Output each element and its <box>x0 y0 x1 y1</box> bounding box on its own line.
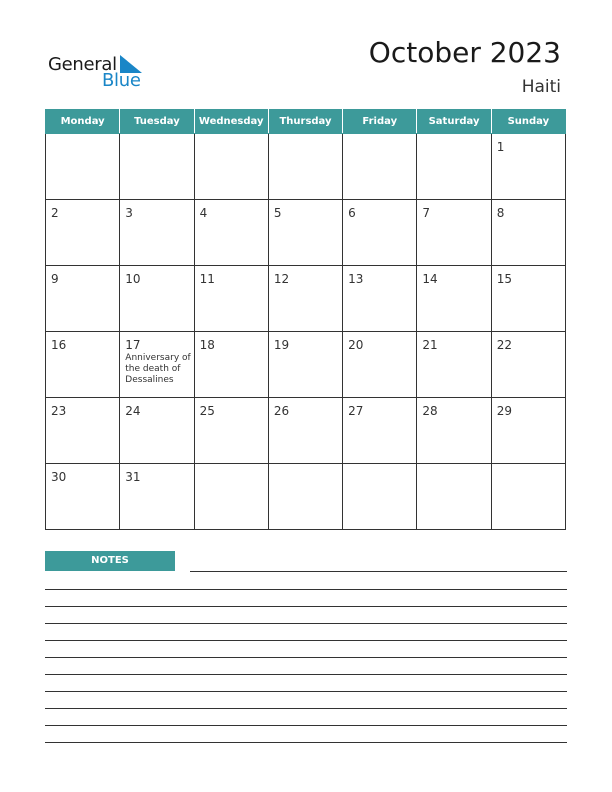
day-cell <box>268 200 342 266</box>
day-number: 10 <box>125 272 141 286</box>
day-number: 11 <box>199 272 215 286</box>
day-number: 25 <box>199 404 215 418</box>
day-number: 29 <box>496 404 512 418</box>
day-cell <box>268 134 342 200</box>
day-cell <box>343 200 417 266</box>
week-row <box>46 200 566 266</box>
note-line <box>45 640 567 641</box>
note-line <box>45 742 567 743</box>
day-number: 20 <box>348 338 364 352</box>
day-number: 2 <box>51 206 59 220</box>
note-line <box>190 571 567 572</box>
day-cell <box>46 134 120 200</box>
day-cell <box>46 398 120 464</box>
weekday-header: Tuesday <box>120 110 194 134</box>
day-cell <box>491 398 565 464</box>
day-cell <box>491 200 565 266</box>
day-number: 28 <box>422 404 438 418</box>
day-cell <box>491 332 565 398</box>
country-label: Haiti <box>521 77 561 97</box>
note-line <box>45 674 567 675</box>
day-cell <box>194 266 268 332</box>
note-line <box>45 657 567 658</box>
day-number: 13 <box>348 272 364 286</box>
day-number: 23 <box>51 404 67 418</box>
day-number: 6 <box>348 206 356 220</box>
day-cell <box>120 332 194 398</box>
day-cell <box>268 464 342 530</box>
day-number: 14 <box>422 272 438 286</box>
day-number: 9 <box>51 272 59 286</box>
note-line <box>45 691 567 692</box>
day-number: 21 <box>422 338 438 352</box>
day-cell <box>417 134 491 200</box>
week-row <box>46 266 566 332</box>
day-number: 3 <box>125 206 133 220</box>
day-cell <box>268 332 342 398</box>
day-cell <box>491 464 565 530</box>
day-number: 26 <box>273 404 290 418</box>
day-cell <box>46 332 120 398</box>
weekday-header: Sunday <box>491 110 565 134</box>
day-number: 18 <box>199 338 215 352</box>
day-cell <box>194 464 268 530</box>
day-number: 5 <box>273 206 282 220</box>
day-cell <box>194 398 268 464</box>
week-row <box>46 464 566 530</box>
weekday-header: Friday <box>343 110 417 134</box>
day-cell <box>194 134 268 200</box>
day-number: 19 <box>273 338 290 352</box>
week-row <box>46 398 566 464</box>
note-line <box>45 708 567 709</box>
note-line <box>45 623 567 624</box>
day-cell <box>120 398 194 464</box>
week-row <box>46 332 566 398</box>
notes-header: NOTES <box>45 551 175 571</box>
day-number: 16 <box>51 338 67 352</box>
day-number: 12 <box>273 272 290 286</box>
day-number: 1 <box>496 140 505 154</box>
day-cell <box>343 134 417 200</box>
weekday-header: Monday <box>46 110 120 134</box>
day-cell <box>268 266 342 332</box>
day-cell <box>417 200 491 266</box>
day-cell <box>268 398 342 464</box>
day-number: 15 <box>496 272 512 286</box>
day-cell <box>417 266 491 332</box>
day-number: 24 <box>125 404 141 418</box>
note-line <box>45 725 567 726</box>
calendar-grid <box>45 109 566 530</box>
day-number: 8 <box>496 206 505 220</box>
day-cell <box>194 332 268 398</box>
day-cell <box>120 266 194 332</box>
day-cell <box>343 398 417 464</box>
day-cell <box>120 464 194 530</box>
day-cell <box>46 200 120 266</box>
day-number: 27 <box>348 404 364 418</box>
day-cell <box>491 134 565 200</box>
weekday-header-row <box>46 110 566 134</box>
day-cell <box>417 332 491 398</box>
day-number: 4 <box>199 206 208 220</box>
day-cell <box>491 266 565 332</box>
weekday-header: Thursday <box>268 110 342 134</box>
day-cell <box>120 134 194 200</box>
day-number: 7 <box>422 206 431 220</box>
day-cell <box>417 464 491 530</box>
note-line <box>45 606 567 607</box>
holiday-label: Anniversary of the death of Dessalines <box>125 353 191 385</box>
weekday-header: Saturday <box>417 110 491 134</box>
day-cell <box>120 200 194 266</box>
day-cell <box>343 266 417 332</box>
note-line <box>45 589 567 590</box>
weekday-header: Wednesday <box>194 110 268 134</box>
week-row <box>46 134 566 200</box>
day-number: 30 <box>51 470 67 484</box>
day-number: 22 <box>496 338 512 352</box>
day-cell <box>46 266 120 332</box>
page-title: October 2023 <box>368 36 561 69</box>
day-number: 17 <box>125 338 141 352</box>
logo <box>48 52 158 92</box>
day-cell <box>46 464 120 530</box>
day-cell <box>343 464 417 530</box>
logo-general-text: General <box>48 54 117 75</box>
day-cell <box>343 332 417 398</box>
day-cell <box>417 398 491 464</box>
day-cell <box>194 200 268 266</box>
logo-blue-text: Blue <box>102 70 141 91</box>
day-number: 31 <box>125 470 141 484</box>
